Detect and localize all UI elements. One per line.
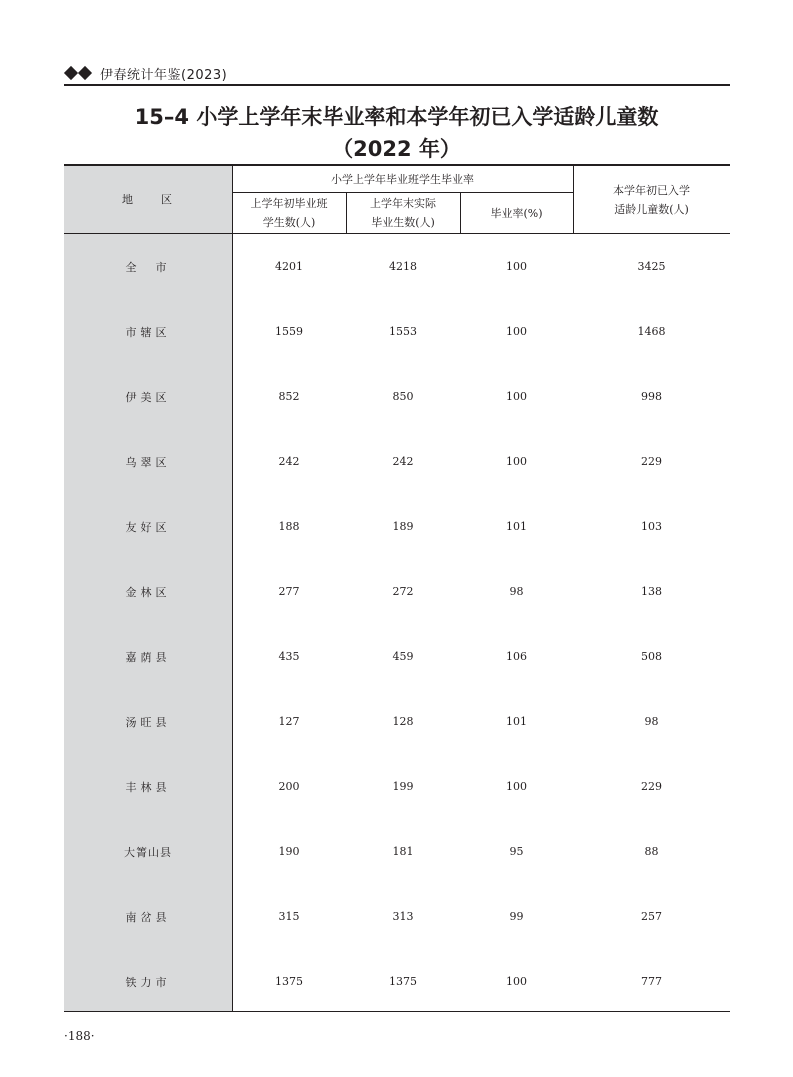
table-row <box>64 624 730 689</box>
table-row <box>64 819 730 884</box>
table-row <box>64 559 730 624</box>
value-cell: 101 <box>506 715 527 728</box>
header-col2: 上学年末实际 毕业生数(人) <box>370 197 436 229</box>
value-cell: 315 <box>278 910 300 923</box>
region-cell: 全 市 <box>125 260 171 274</box>
value-cell: 98 <box>509 585 524 598</box>
table-row <box>64 949 730 1014</box>
region-cell: 伊美区 <box>125 390 171 404</box>
header-col4: 本学年初已入学 适龄儿童数(人) <box>613 183 690 216</box>
value-cell: 106 <box>506 650 527 663</box>
value-cell: 242 <box>278 455 300 468</box>
region-cell: 大箐山县 <box>124 845 172 859</box>
value-cell: 1559 <box>275 325 303 338</box>
value-cell: 1375 <box>275 975 303 988</box>
value-cell: 229 <box>641 780 662 793</box>
region-cell: 乌翠区 <box>125 455 171 469</box>
value-cell: 101 <box>506 520 527 533</box>
value-cell: 277 <box>278 585 300 598</box>
region-cell: 市辖区 <box>125 325 171 339</box>
value-cell: 257 <box>641 910 662 923</box>
value-cell: 95 <box>509 845 524 858</box>
value-cell: 242 <box>392 455 414 468</box>
value-cell: 3425 <box>637 260 666 273</box>
running-head-text: 伊春统计年鉴(2023) <box>100 67 228 83</box>
value-cell: 181 <box>392 845 414 858</box>
table-bottom-rule <box>64 1011 730 1012</box>
value-cell: 1375 <box>389 975 417 988</box>
value-cell: 190 <box>278 845 300 858</box>
page-number: ·188· <box>64 1029 95 1043</box>
value-cell: 98 <box>644 715 659 728</box>
value-cell: 100 <box>506 390 527 403</box>
value-cell: 103 <box>641 520 662 533</box>
running-head-rule <box>64 84 730 86</box>
value-cell: 199 <box>392 780 414 793</box>
header-col3: 毕业率(%) <box>490 206 543 220</box>
value-cell: 272 <box>392 585 414 598</box>
data-table <box>64 164 730 1014</box>
header-group: 小学上学年毕业班学生毕业率 <box>331 172 474 186</box>
header-region: 地 区 <box>122 193 174 206</box>
value-cell: 99 <box>509 910 524 923</box>
value-cell: 100 <box>506 325 527 338</box>
value-cell: 1553 <box>389 325 417 338</box>
table-row <box>64 234 730 299</box>
value-cell: 188 <box>278 520 300 533</box>
table-row <box>64 429 730 494</box>
value-cell: 852 <box>278 390 300 403</box>
value-cell: 100 <box>506 975 527 988</box>
diamond-icon <box>64 66 78 80</box>
value-cell: 189 <box>392 520 414 533</box>
value-cell: 100 <box>506 780 527 793</box>
value-cell: 313 <box>392 910 414 923</box>
value-cell: 100 <box>506 455 527 468</box>
value-cell: 435 <box>278 650 300 663</box>
value-cell: 100 <box>506 260 527 273</box>
value-cell: 508 <box>641 650 662 663</box>
value-cell: 777 <box>641 975 662 988</box>
value-cell: 200 <box>278 780 300 793</box>
table-row <box>64 494 730 559</box>
region-cell: 丰林县 <box>125 780 171 794</box>
region-cell: 嘉荫县 <box>125 650 171 664</box>
value-cell: 128 <box>392 715 414 728</box>
table-row <box>64 364 730 429</box>
diamond-icon <box>78 66 92 80</box>
value-cell: 229 <box>641 455 662 468</box>
value-cell: 4218 <box>389 260 417 273</box>
table-row <box>64 754 730 819</box>
value-cell: 998 <box>641 390 662 403</box>
value-cell: 4201 <box>275 260 303 273</box>
value-cell: 850 <box>392 390 414 403</box>
region-cell: 友好区 <box>125 520 171 534</box>
region-cell: 金林区 <box>125 585 171 599</box>
table-title-year: （2022 年） <box>332 137 461 161</box>
table-row <box>64 689 730 754</box>
table-row <box>64 299 730 364</box>
region-cell: 南岔县 <box>125 910 171 924</box>
region-cell: 汤旺县 <box>125 715 171 729</box>
table-title: 15–4 小学上学年末毕业率和本学年初已入学适龄儿童数 <box>134 105 659 129</box>
region-cell: 铁力市 <box>125 975 171 989</box>
value-cell: 138 <box>641 585 662 598</box>
value-cell: 459 <box>392 650 414 663</box>
table-row <box>64 884 730 949</box>
value-cell: 88 <box>644 845 659 858</box>
value-cell: 1468 <box>637 325 666 338</box>
running-head <box>64 62 730 84</box>
value-cell: 127 <box>278 715 300 728</box>
header-col1: 上学年初毕业班 学生数(人) <box>250 197 328 229</box>
